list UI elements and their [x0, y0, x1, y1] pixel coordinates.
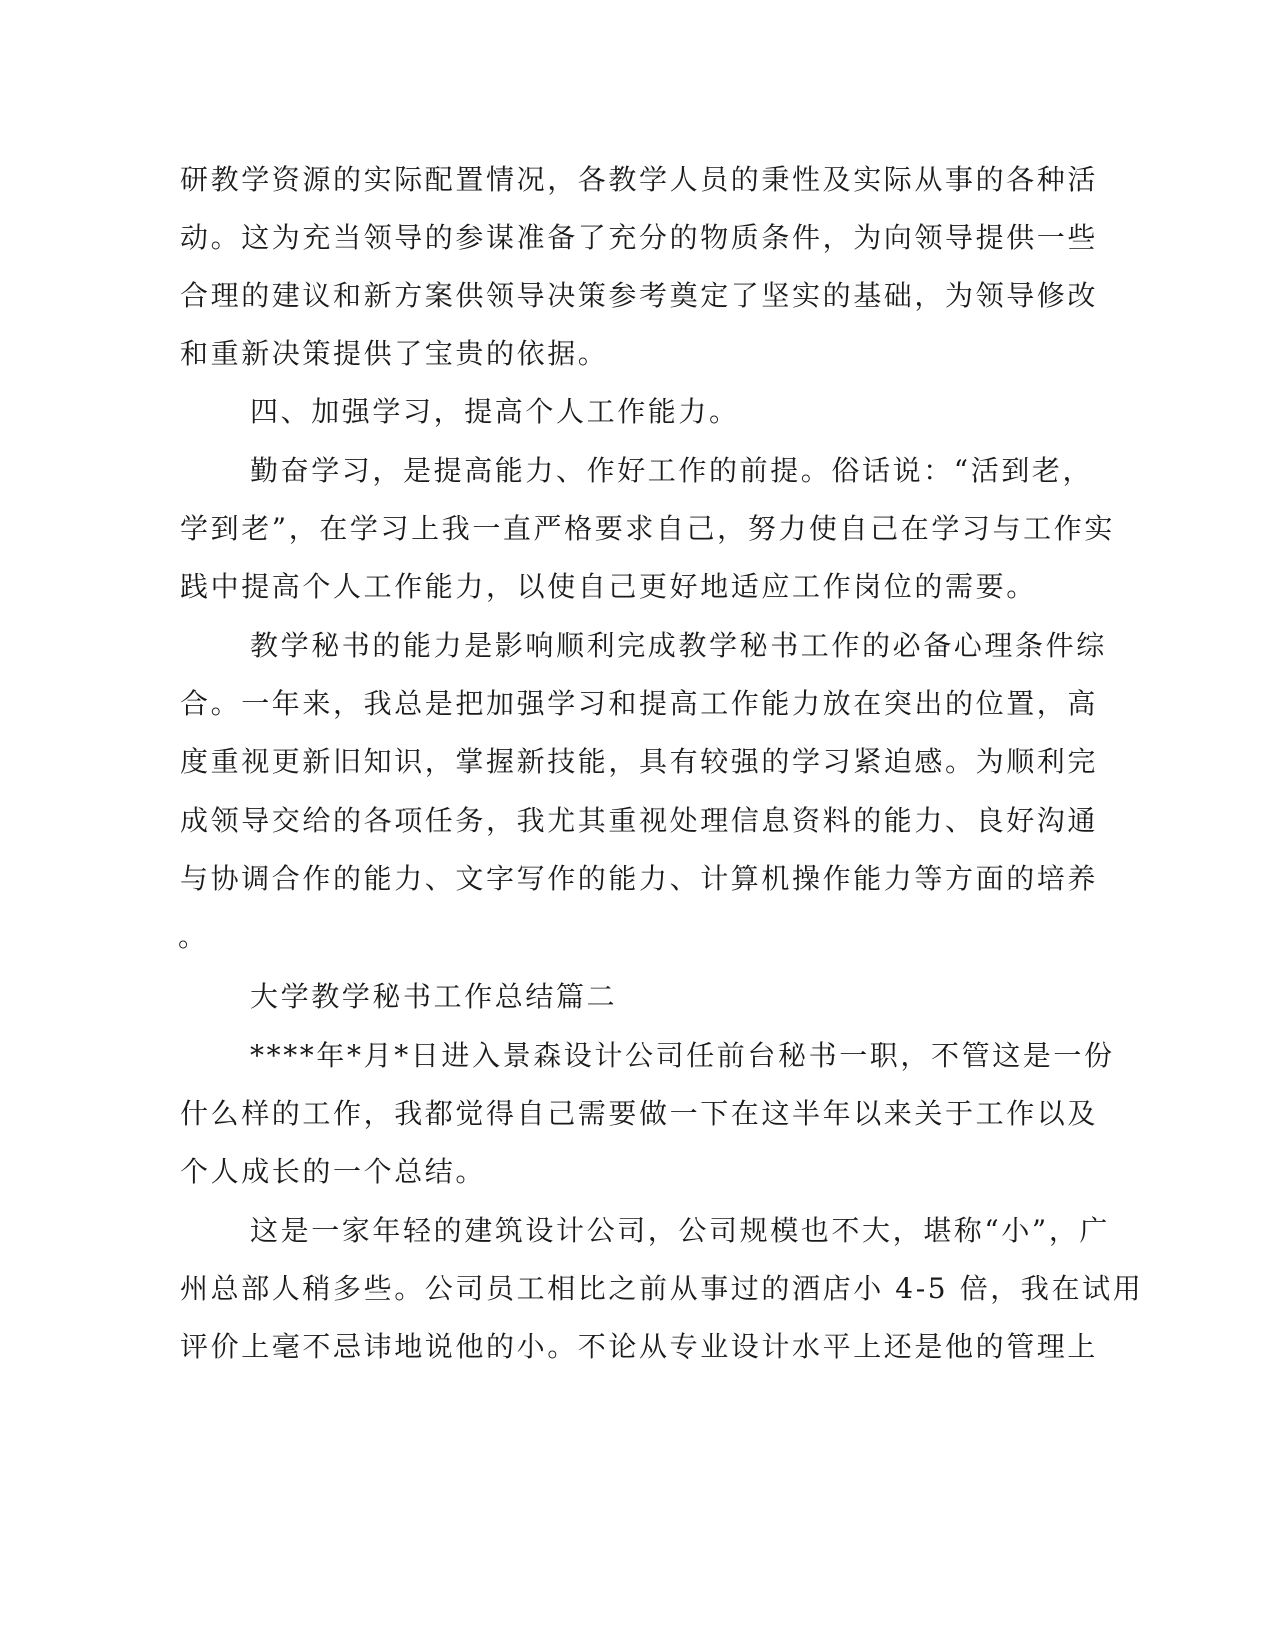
text-line: 与协调合作的能力、文字写作的能力、计算机操作能力等方面的培养 [180, 862, 1099, 895]
text-line: 度重视更新旧知识，掌握新技能，具有较强的学习紧迫感。为顺利完 [180, 745, 1099, 778]
text-line: 个人成长的一个总结。 [180, 1155, 487, 1188]
text-line: ****年*月*日进入景森设计公司任前台秘书一职，不管这是一份 [250, 1039, 1115, 1072]
text-line: 评价上毫不忌讳地说他的小。不论从专业设计水平上还是他的管理上 [180, 1330, 1099, 1363]
text-line: 。 [178, 920, 209, 953]
text-line: 和重新决策提供了宝贵的依据。 [180, 337, 609, 370]
text-line: 合理的建议和新方案供领导决策参考奠定了坚实的基础，为领导修改 [180, 279, 1099, 312]
text-line: 州总部人稍多些。公司员工相比之前从事过的酒店小 4-5 倍，我在试用 [180, 1272, 1144, 1305]
text-line: 什么样的工作，我都觉得自己需要做一下在这半年以来关于工作以及 [180, 1097, 1099, 1130]
section-title: 大学教学秘书工作总结篇二 [250, 980, 618, 1013]
text-line: 成领导交给的各项任务，我尤其重视处理信息资料的能力、良好沟通 [180, 804, 1099, 837]
text-line: 这是一家年轻的建筑设计公司，公司规模也不大，堪称“小”，广 [250, 1214, 1111, 1247]
text-line: 研教学资源的实际配置情况，各教学人员的秉性及实际从事的各种活 [180, 163, 1099, 196]
text-line: 勤奋学习，是提高能力、作好工作的前提。俗话说：“活到老， [250, 454, 1094, 487]
text-line: 教学秘书的能力是影响顺利完成教学秘书工作的必备心理条件综 [250, 629, 1107, 662]
text-line: 合。一年来，我总是把加强学习和提高工作能力放在突出的位置，高 [180, 687, 1099, 720]
text-line: 学到老”，在学习上我一直严格要求自己，努力使自己在学习与工作实 [180, 512, 1115, 545]
text-line: 动。这为充当领导的参谋准备了充分的物质条件，为向领导提供一些 [180, 221, 1099, 254]
text-line: 践中提高个人工作能力，以使自己更好地适应工作岗位的需要。 [180, 570, 1037, 603]
section-heading: 四、加强学习，提高个人工作能力。 [250, 395, 740, 428]
